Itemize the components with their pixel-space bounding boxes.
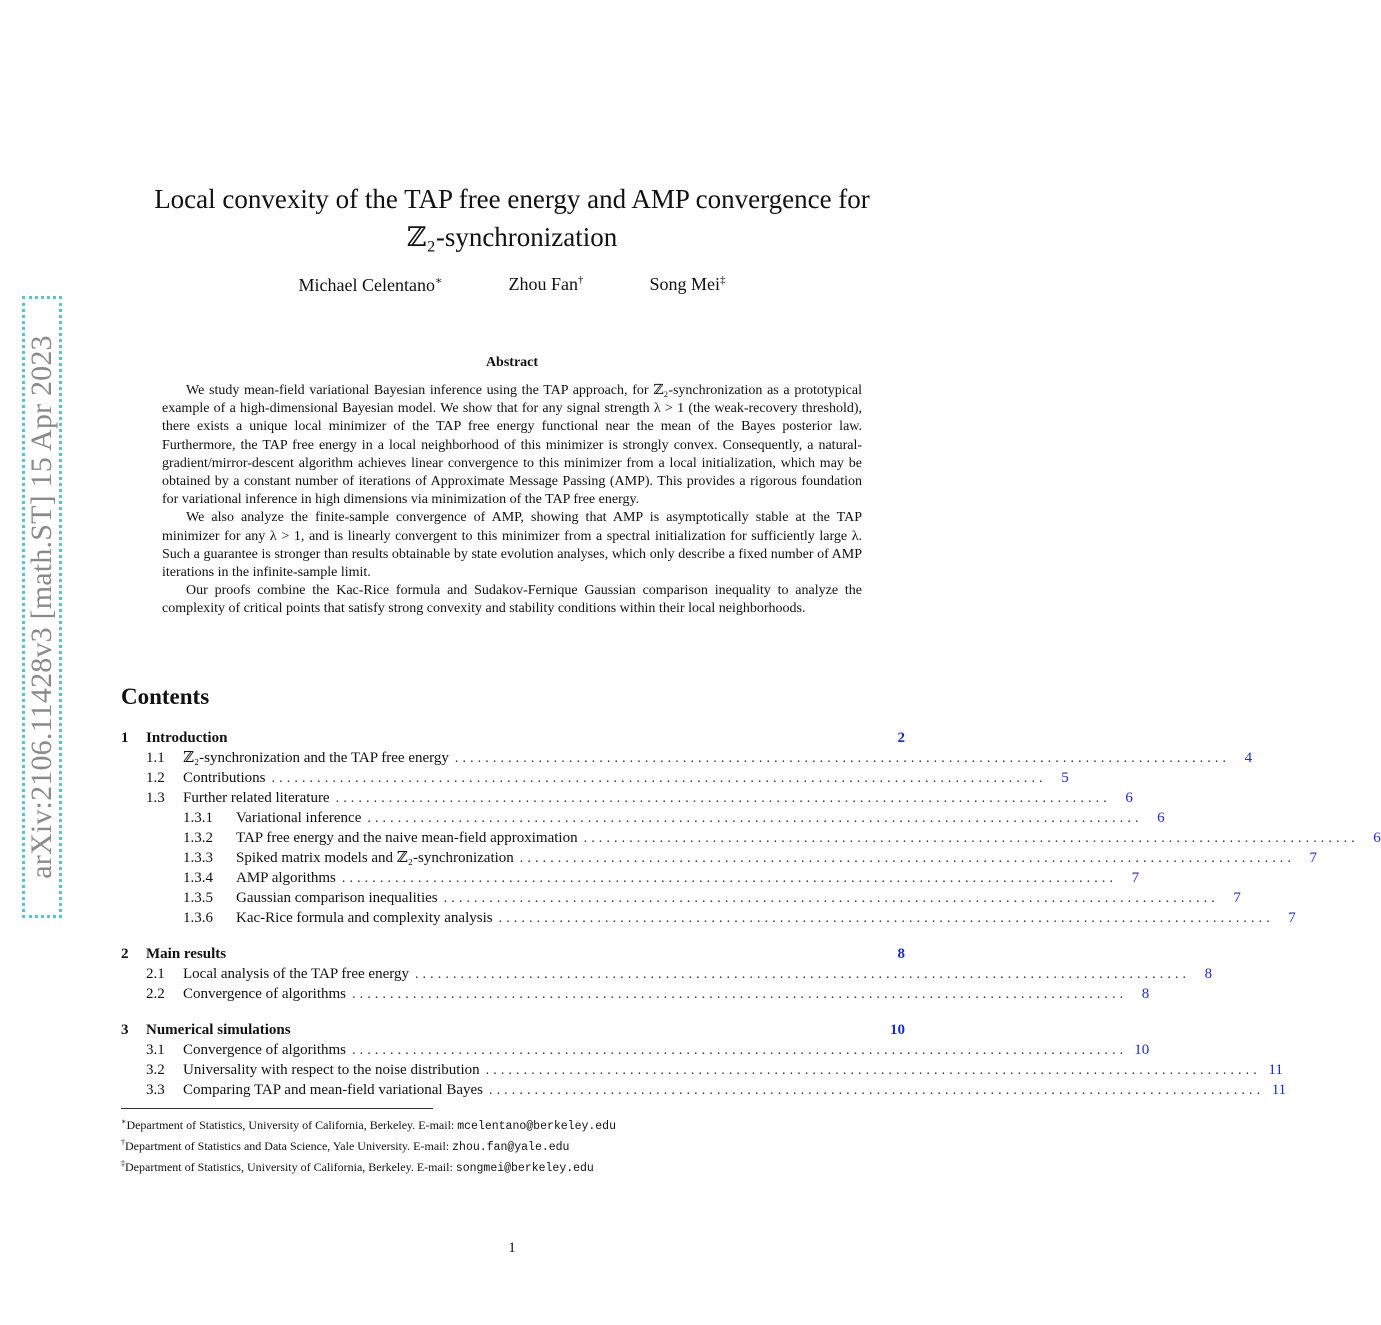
page-number: 1 bbox=[508, 1240, 516, 1256]
toc-page-link[interactable]: 6 bbox=[1373, 830, 1381, 846]
email-link[interactable]: mcelentano@berkeley.edu bbox=[457, 1120, 616, 1133]
toc-page-link[interactable]: 7 bbox=[1131, 870, 1140, 886]
toc-entry[interactable]: 3.2 Universality with respect to the noise distribution ...................................................................................................... 11 bbox=[146, 1062, 1283, 1078]
toc-page-link[interactable]: 10 bbox=[890, 1022, 905, 1038]
author: Michael Celentano∗ bbox=[298, 275, 443, 295]
toc-entry[interactable]: 1.3.1 Variational inference ...................................................................................................... 6 bbox=[183, 810, 1165, 826]
footnotes bbox=[121, 1114, 616, 1177]
title-line-1: Local convexity of the TAP free energy and AMP convergence for bbox=[154, 184, 870, 214]
toc-page-link[interactable]: 7 bbox=[1233, 890, 1241, 906]
toc-page-link[interactable]: 8 bbox=[897, 946, 905, 962]
toc-entry[interactable]: 1.3.4 AMP algorithms ...................................................................................................... 7 bbox=[183, 870, 1140, 886]
toc-page-link[interactable]: 10 bbox=[1134, 1042, 1150, 1058]
arxiv-stamp bbox=[22, 296, 62, 918]
toc-page-link[interactable]: 7 bbox=[1288, 910, 1296, 926]
toc-entry[interactable]: 2.1 Local analysis of the TAP free energy ...................................................................................................... 8 bbox=[146, 966, 1213, 982]
footnote-mark: † bbox=[577, 274, 584, 286]
abstract-paragraph: Our proofs combine the Kac-Rice formula and Sudakov-Fernique Gaussian comparison inequality to analyze the complexity of critical points that satisfy strong convexity and stability conditions within their local neighborhoods. bbox=[162, 583, 862, 617]
toc-entry[interactable]: 1.3.2 TAP free energy and the naive mean-field approximation ...................................................................................................... 6 bbox=[183, 830, 1381, 846]
toc-entry[interactable]: 1.3 Further related literature ...................................................................................................... 6 bbox=[146, 790, 1133, 806]
toc-entry-introduction[interactable]: 1 Introduction 2 bbox=[121, 730, 905, 746]
toc-entry[interactable]: 1.1 ℤ₂-synchronization and the TAP free energy ...................................................................................................... 4 bbox=[146, 750, 1253, 766]
title-line-2: ℤ₂-synchronization bbox=[406, 222, 618, 252]
footnote-rule bbox=[121, 1108, 433, 1109]
toc-entry-main-results[interactable]: 2 Main results 8 bbox=[121, 946, 905, 962]
toc-page-link[interactable]: 5 bbox=[1061, 770, 1069, 786]
footnote: ∗Department of Statistics, University of California, Berkeley. E-mail: mcelentano@berkeley.edu bbox=[121, 1117, 616, 1133]
footnote: ‡Department of Statistics, University of California, Berkeley. E-mail: songmei@berkeley.edu bbox=[121, 1159, 594, 1175]
footnote-mark: ‡ bbox=[719, 274, 726, 286]
toc-entry[interactable]: 1.2 Contributions ...................................................................................................... 5 bbox=[146, 770, 1069, 786]
toc-entry[interactable]: 1.3.6 Kac-Rice formula and complexity analysis ...................................................................................................... 7 bbox=[183, 910, 1296, 926]
toc-page-link[interactable]: 2 bbox=[897, 730, 905, 746]
abstract-paragraph: We study mean-field variational Bayesian inference using the TAP approach, for ℤ₂-synchronization as a prototypical example of a high-dimensional Bayesian model. We show that for any signal strength λ > 1 (the weak-recovery threshold), there exists a unique local minimizer of the TAP free energy functional near the mean of the Bayes posterior law. Furthermore, the TAP free energy in a local neighborhood of this minimizer is strongly convex. Consequently, a natural-gradient/mirror-descent algorithm achieves linear convergence to this minimizer from a local initialization, which may be obtained by a constant number of iterations of Approximate Message Passing (AMP). This provides a rigorous foundation for variational inference in high dimensions via minimization of the TAP free energy. bbox=[162, 383, 862, 508]
toc-entry[interactable]: 3.3 Comparing TAP and mean-field variational Bayes ...................................................................................................... 11 bbox=[146, 1082, 1287, 1098]
abstract-heading: Abstract bbox=[485, 355, 539, 370]
author: Zhou Fan† bbox=[508, 274, 584, 294]
author-list bbox=[110, 274, 914, 296]
email-link[interactable]: songmei@berkeley.edu bbox=[455, 1162, 594, 1175]
footnote-mark: ∗ bbox=[434, 275, 443, 287]
toc-page-link[interactable]: 6 bbox=[1157, 810, 1165, 826]
abstract-body bbox=[162, 382, 862, 619]
contents-heading: Contents bbox=[121, 684, 210, 709]
toc-entry[interactable]: 3.1 Convergence of algorithms ...................................................................................................... 10 bbox=[146, 1042, 1150, 1058]
toc-page-link[interactable]: 4 bbox=[1244, 750, 1253, 766]
toc-entry[interactable]: 1.3.3 Spiked matrix models and ℤ₂-synchronization ...................................................................................................... 7 bbox=[183, 850, 1317, 866]
toc-page-link[interactable]: 7 bbox=[1309, 850, 1317, 866]
footnote: †Department of Statistics and Data Science, Yale University. E-mail: zhou.fan@yale.edu bbox=[121, 1138, 570, 1154]
email-link[interactable]: zhou.fan@yale.edu bbox=[452, 1141, 570, 1154]
arxiv-identifier: arXiv:2106.11428v3 [math.ST] 15 Apr 2023 bbox=[25, 335, 58, 879]
toc-page-link[interactable]: 6 bbox=[1125, 790, 1133, 806]
toc-page-link[interactable]: 8 bbox=[1141, 986, 1150, 1002]
table-of-contents bbox=[121, 728, 1381, 1100]
toc-page-link[interactable]: 11 bbox=[1268, 1062, 1283, 1078]
author: Song Mei‡ bbox=[649, 274, 726, 294]
toc-entry-numerical-simulations[interactable]: 3 Numerical simulations 10 bbox=[121, 1022, 905, 1038]
toc-entry[interactable]: 2.2 Convergence of algorithms ...................................................................................................... 8 bbox=[146, 986, 1150, 1002]
toc-page-link[interactable]: 11 bbox=[1271, 1082, 1287, 1098]
paper-title bbox=[110, 180, 914, 256]
abstract-paragraph: We also analyze the finite-sample convergence of AMP, showing that AMP is asymptotically stable at the TAP minimizer for any λ > 1, and is linearly convergent to this minimizer from a spectral initialization for sufficiently large λ. Such a guarantee is stronger than results obtainable by state evolution analyses, which only describe a fixed number of AMP iterations in the infinite-sample limit. bbox=[162, 510, 862, 581]
toc-entry[interactable]: 1.3.5 Gaussian comparison inequalities ...................................................................................................... 7 bbox=[183, 890, 1241, 906]
toc-page-link[interactable]: 8 bbox=[1204, 966, 1213, 982]
